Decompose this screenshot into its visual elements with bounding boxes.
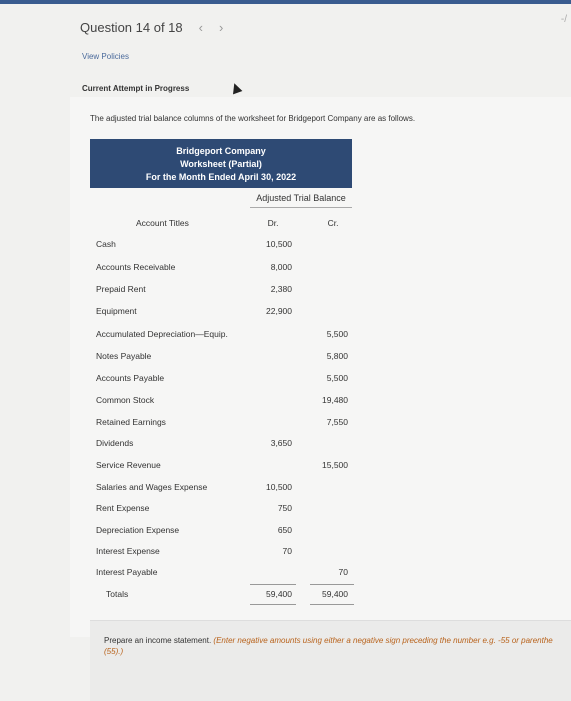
account-title: Cash — [96, 239, 116, 249]
table-row — [96, 417, 356, 433]
score-indicator: -/ — [560, 14, 567, 25]
account-title: Depreciation Expense — [96, 525, 180, 535]
credit-value: 19,480 — [322, 395, 348, 405]
worksheet-period: For the Month Ended April 30, 2022 — [145, 172, 297, 182]
debit-value: 750 — [277, 503, 292, 513]
account-title: Accounts Receivable — [96, 262, 176, 272]
table-row — [96, 438, 356, 454]
prompt-box — [90, 620, 571, 701]
attempt-status: Current Attempt in Progress — [82, 84, 190, 93]
account-title: Rent Expense — [96, 503, 150, 513]
debit-value: 22,900 — [266, 306, 292, 316]
table-row — [96, 525, 356, 541]
credit-header: Cr. — [327, 218, 339, 228]
debit-value: 3,650 — [270, 438, 292, 448]
divider — [250, 207, 352, 208]
account-title: Interest Expense — [96, 546, 160, 556]
view-policies-link[interactable]: View Policies — [82, 52, 129, 61]
table-row — [96, 460, 356, 476]
debit-double-rule — [250, 604, 296, 605]
credit-value: 5,500 — [326, 329, 348, 339]
account-title: Retained Earnings — [96, 417, 166, 427]
debit-total-rule — [250, 584, 296, 585]
table-row — [96, 284, 356, 300]
prompt-text: Prepare an income statement. — [104, 636, 212, 645]
chevron-right-icon[interactable]: › — [218, 20, 224, 35]
mouse-cursor-icon — [230, 82, 243, 95]
account-title: Interest Payable — [96, 567, 158, 577]
adjusted-trial-balance-header: Adjusted Trial Balance — [256, 193, 346, 203]
table-row — [96, 395, 356, 411]
table-row — [96, 329, 356, 345]
table-row — [96, 373, 356, 389]
account-title: Dividends — [96, 438, 134, 448]
credit-total-rule — [310, 584, 354, 585]
account-title: Common Stock — [96, 395, 155, 405]
credit-value: 7,550 — [326, 417, 348, 427]
debit-value: 70 — [282, 546, 292, 556]
debit-value: 650 — [277, 525, 292, 535]
table-row — [96, 482, 356, 498]
account-title: Accounts Payable — [96, 373, 165, 383]
top-accent-bar — [0, 0, 571, 4]
account-title: Equipment — [96, 306, 137, 316]
debit-value: 10,500 — [266, 482, 292, 492]
account-title: Prepaid Rent — [96, 284, 146, 294]
account-title: Service Revenue — [96, 460, 161, 470]
table-row — [96, 306, 356, 322]
credit-double-rule — [310, 604, 354, 605]
instructions — [104, 635, 571, 657]
table-row — [96, 239, 356, 255]
account-title: Accumulated Depreciation—Equip. — [96, 329, 228, 339]
prompt-note-cont: (55).) — [104, 647, 124, 656]
question-label: Question 14 of 18 — [80, 20, 183, 35]
credit-value: 5,500 — [326, 373, 348, 383]
table-row — [96, 262, 356, 278]
worksheet-subtitle: Worksheet (Partial) — [180, 159, 262, 169]
debit-value: 8,000 — [270, 262, 292, 272]
totals-row — [96, 589, 356, 605]
table-row — [96, 546, 356, 562]
credit-value: 15,500 — [322, 460, 348, 470]
company-name: Bridgeport Company — [176, 146, 266, 156]
table-row — [96, 567, 356, 583]
credit-value: 5,800 — [326, 351, 348, 361]
chevron-left-icon[interactable]: ‹ — [198, 20, 203, 35]
debit-value: 2,380 — [270, 284, 292, 294]
debit-total: 59,400 — [266, 589, 292, 599]
intro-text: The adjusted trial balance columns of the worksheet for Bridgeport Company are as follows. — [90, 114, 416, 123]
credit-total: 59,400 — [322, 589, 348, 599]
credit-value: 70 — [338, 567, 348, 577]
worksheet-header — [90, 139, 352, 188]
account-title: Salaries and Wages Expense — [96, 482, 208, 492]
question-header — [80, 20, 223, 35]
account-titles-header: Account Titles — [136, 218, 189, 228]
totals-label: Totals — [106, 589, 129, 599]
table-row — [96, 503, 356, 519]
account-title: Notes Payable — [96, 351, 152, 361]
table-row — [96, 351, 356, 367]
prompt-note: (Enter negative amounts using either a negative sign preceding the number e.g. -55 or parenthe — [213, 636, 553, 645]
debit-header: Dr. — [267, 218, 279, 228]
debit-value: 10,500 — [266, 239, 292, 249]
